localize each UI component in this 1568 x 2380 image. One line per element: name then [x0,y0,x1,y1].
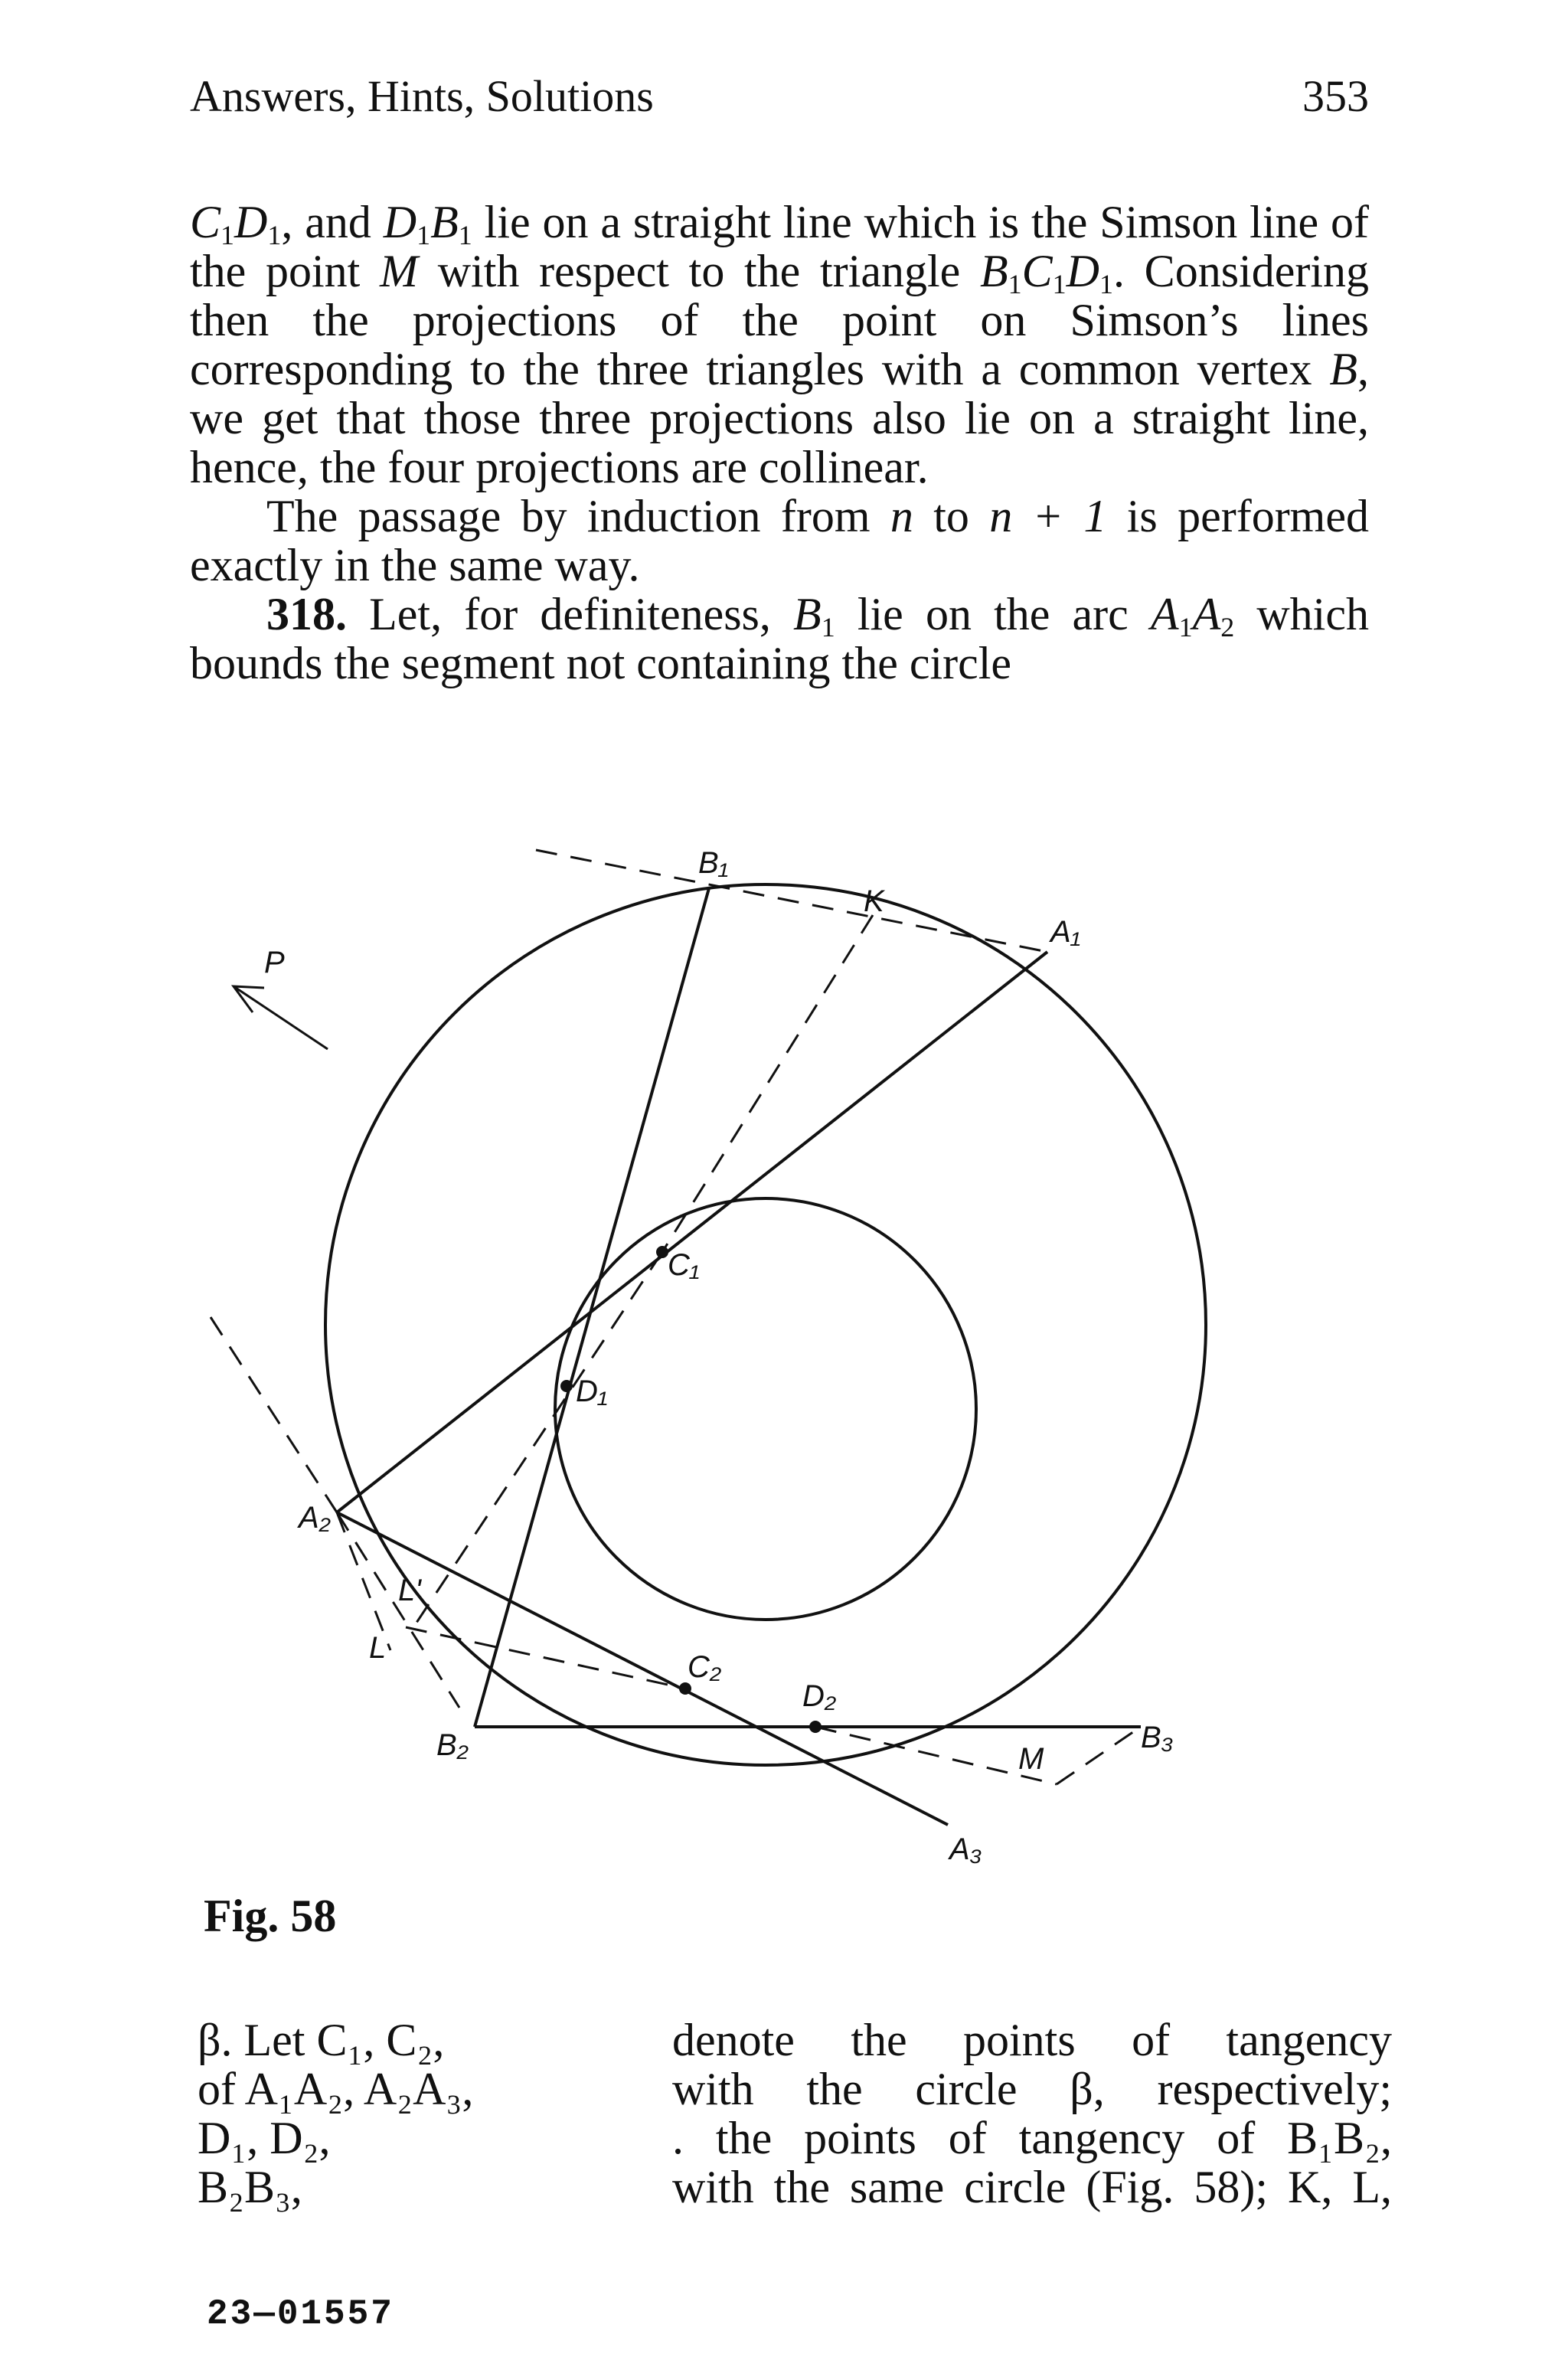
point-D1 [560,1380,573,1392]
outer-circle [325,884,1206,1765]
header-title: Answers, Hints, Solutions [190,71,654,121]
point-C2 [679,1682,691,1695]
dashed-L-C2 [406,1627,685,1689]
label-K: K [864,884,884,918]
running-header [190,70,1369,122]
dashed-left2 [337,1512,459,1708]
dashed-KC1 [662,915,873,1252]
print-code: 23—01557 [207,2294,394,2334]
label-B3: B₃ [1141,1721,1174,1754]
lower-row-1: β. Let C₁, C₂, denote the points of tangency [198,2015,1392,2065]
line-B1B2 [475,888,709,1727]
figure-caption: Fig. 58 [204,1891,337,1941]
lower-row-2: of A₁A₂, A₂A₃, with the circle β, respectively; [198,2064,1392,2114]
arrow-P-shaft [234,986,328,1049]
point-D2 [809,1721,822,1733]
main-text [190,198,1369,688]
label-L: L [369,1631,387,1665]
label-P: P [264,946,285,979]
lower-row-4: B₂B₃, with the same circle (Fig. 58); K, L, [198,2162,1392,2212]
point-C1 [656,1246,668,1258]
inner-circle-beta [555,1198,976,1620]
dashed-left [211,1317,337,1512]
dashed-M-B3 [1057,1727,1141,1784]
lower-text-block [198,2015,1392,2212]
paragraph-induction: The passage by induction from n to n + 1 is performed exactly in the same way. [190,491,1369,590]
label-D1: D₁ [576,1375,608,1408]
dashed-A2-L [337,1512,390,1650]
label-C1: C₁ [668,1248,700,1282]
paragraph-318: 318. Let, for definiteness, $B_1$ lie on the arc $A_1A_2$ which bounds the segment not containing the circle [190,589,1369,688]
line-A2A3 [337,1512,948,1825]
label-B1: B₁ [698,846,729,880]
label-Lp: L' [398,1574,421,1607]
label-C2: C₂ [688,1650,722,1684]
label-A2: A₂ [299,1501,331,1535]
label-B2: B₂ [436,1728,469,1762]
page-number: 353 [1302,71,1369,121]
label-M: M [1018,1742,1044,1776]
dashed-top [536,850,1047,952]
label-A1: A₁ [1050,915,1081,949]
paragraph-simson: $C_1D_1$, and $D_1B_1$ lie on a straight line which is the Simson line of the point M with respect to the triangle $B_1C_1D_1$. Considering then the projections of the point on Simson’s lines corresponding to the three triangles with a common vertex B, we get that those three projections also lie on a straight line, hence, the four projections are collinear. [190,197,1369,492]
label-A3: A₃ [949,1832,982,1866]
line-A1A2 [337,952,1047,1512]
figure-58-diagram [199,835,1424,1922]
label-D2: D₂ [802,1679,837,1713]
lower-row-3: D₁, D₂, . the points of tangency of B₁B₂, [198,2113,1392,2163]
